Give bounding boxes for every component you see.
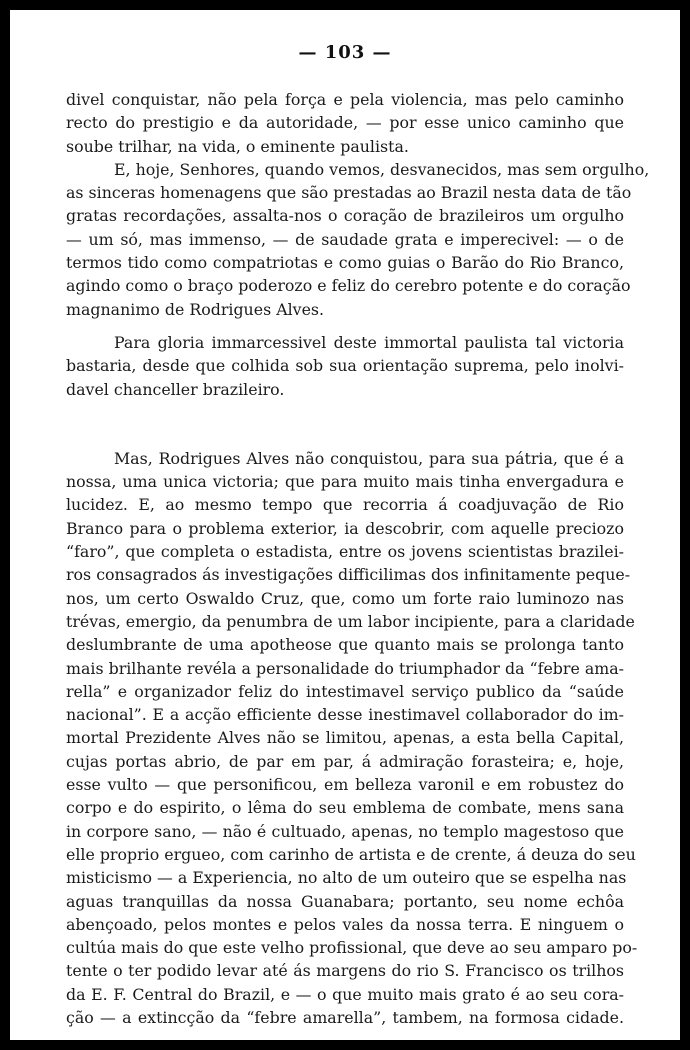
text-line: ção — a extincção da “febre amarella”, tambem, na formosa cidade. — [66, 1007, 624, 1027]
text-line: mortal Prezidente Alves não se limitou, apenas, a esta bella Capital, — [66, 728, 624, 748]
page-body — [66, 88, 650, 1029]
paragraph-gap — [66, 321, 624, 331]
text-line: “faro”, que completa o estadista, entre os jovens scientistas brazilei- — [66, 542, 624, 562]
text-line: cujas portas abrio, de par em par, á admiração forasteira; e, hoje, — [66, 751, 624, 771]
text-line: tente o ter podido levar até ás margens do rio S. Francisco os trilhos — [66, 961, 624, 981]
text-line: nos, um certo Oswaldo Cruz, que, como um forte raio luminozo nas — [66, 588, 624, 608]
text-line: corpo e do espirito, o lêma do seu emblema de combate, mens sana — [66, 798, 624, 818]
text-line: cultúa mais do que este velho profissional, que deve ao seu amparo po- — [66, 938, 638, 958]
text-line: trévas, emergio, da penumbra de um labor incipiente, para a claridade — [66, 611, 635, 631]
document-page — [10, 10, 680, 1040]
text-line: ros consagrados ás investigações difficilimas dos infinitamente peque- — [66, 565, 631, 585]
text-line: E, hoje, Senhores, quando vemos, desvanecidos, mas sem orgulho, — [114, 159, 650, 179]
text-line: davel chanceller brazileiro. — [66, 379, 285, 399]
text-line: da E. F. Central do Brazil, e — o que muito mais grato é ao seu cora- — [66, 984, 624, 1004]
text-line: aguas tranquillas da nossa Guanabara; portanto, seu nome echôa — [66, 891, 624, 911]
text-line: nossa, uma unica victoria; que para muito mais tinha envergadura e — [66, 472, 624, 492]
text-line: Mas, Rodrigues Alves não conquistou, para sua pátria, que é a — [114, 448, 624, 468]
text-line: — um só, mas immenso, — de saudade grata e imperecivel: — o de — [66, 229, 624, 249]
paragraph-3 — [66, 331, 624, 401]
paragraph-2 — [66, 158, 650, 321]
text-line: deslumbrante de uma apotheose que quanto mais se prolonga tanto — [66, 635, 624, 655]
text-line: magnanimo de Rodrigues Alves. — [66, 299, 325, 319]
text-line: agindo como o braço poderozo e feliz do cerebro potente e do coração — [66, 276, 631, 296]
text-line: Branco para o problema exterior, ia descobrir, com aquelle preciozo — [66, 518, 624, 538]
text-line: in corpore sano, — não é cultuado, apenas, no templo magestoso que — [66, 821, 624, 841]
text-line: lucidez. E, ao mesmo tempo que recorria á coadjuvação de Rio — [66, 495, 624, 515]
text-line: divel conquistar, não pela força e pela violencia, mas pelo caminho — [66, 90, 624, 109]
paragraph-1 — [66, 88, 624, 158]
text-line: mais brilhante revéla a personalidade do triumphador da “febre ama- — [66, 658, 624, 678]
text-line: bastaria, desde que colhida sob sua orientação suprema, pelo inolvi- — [66, 356, 624, 376]
text-line: elle proprio ergueo, com carinho de artista e de crente, á deuza do seu — [66, 844, 636, 864]
text-line: soube trilhar, na vida, o eminente paulista. — [66, 136, 409, 156]
text-line: rella” e organizador feliz do intestimavel serviço publico da “saúde — [66, 681, 624, 701]
text-line: nacional”. E a acção efficiente desse inestimavel collaborador do im- — [66, 705, 624, 725]
text-line: termos tido como compatriotas e como guias o Barão do Rio Branco, — [66, 253, 624, 273]
text-line: abençoado, pelos montes e pelos vales da nossa terra. E ninguem o — [66, 914, 624, 934]
text-line: Para gloria immarcessivel deste immortal paulista tal victoria — [114, 332, 624, 352]
section-gap — [66, 401, 624, 447]
text-line: misticismo — a Experiencia, no alto de um outeiro que se espelha nas — [66, 868, 627, 888]
text-line: recto do prestigio e da autoridade, — por esse unico caminho que — [66, 113, 624, 133]
text-line: gratas recordações, assalta-nos o coração de brazileiros um orgulho — [66, 206, 624, 226]
paragraph-4 — [66, 447, 638, 1029]
page-number: — 103 — — [298, 42, 392, 63]
text-line: esse vulto — que personificou, em belleza varonil e em robustez do — [66, 775, 624, 795]
text-line: as sinceras homenagens que são prestadas ao Brazil nesta data de tão — [66, 183, 632, 203]
